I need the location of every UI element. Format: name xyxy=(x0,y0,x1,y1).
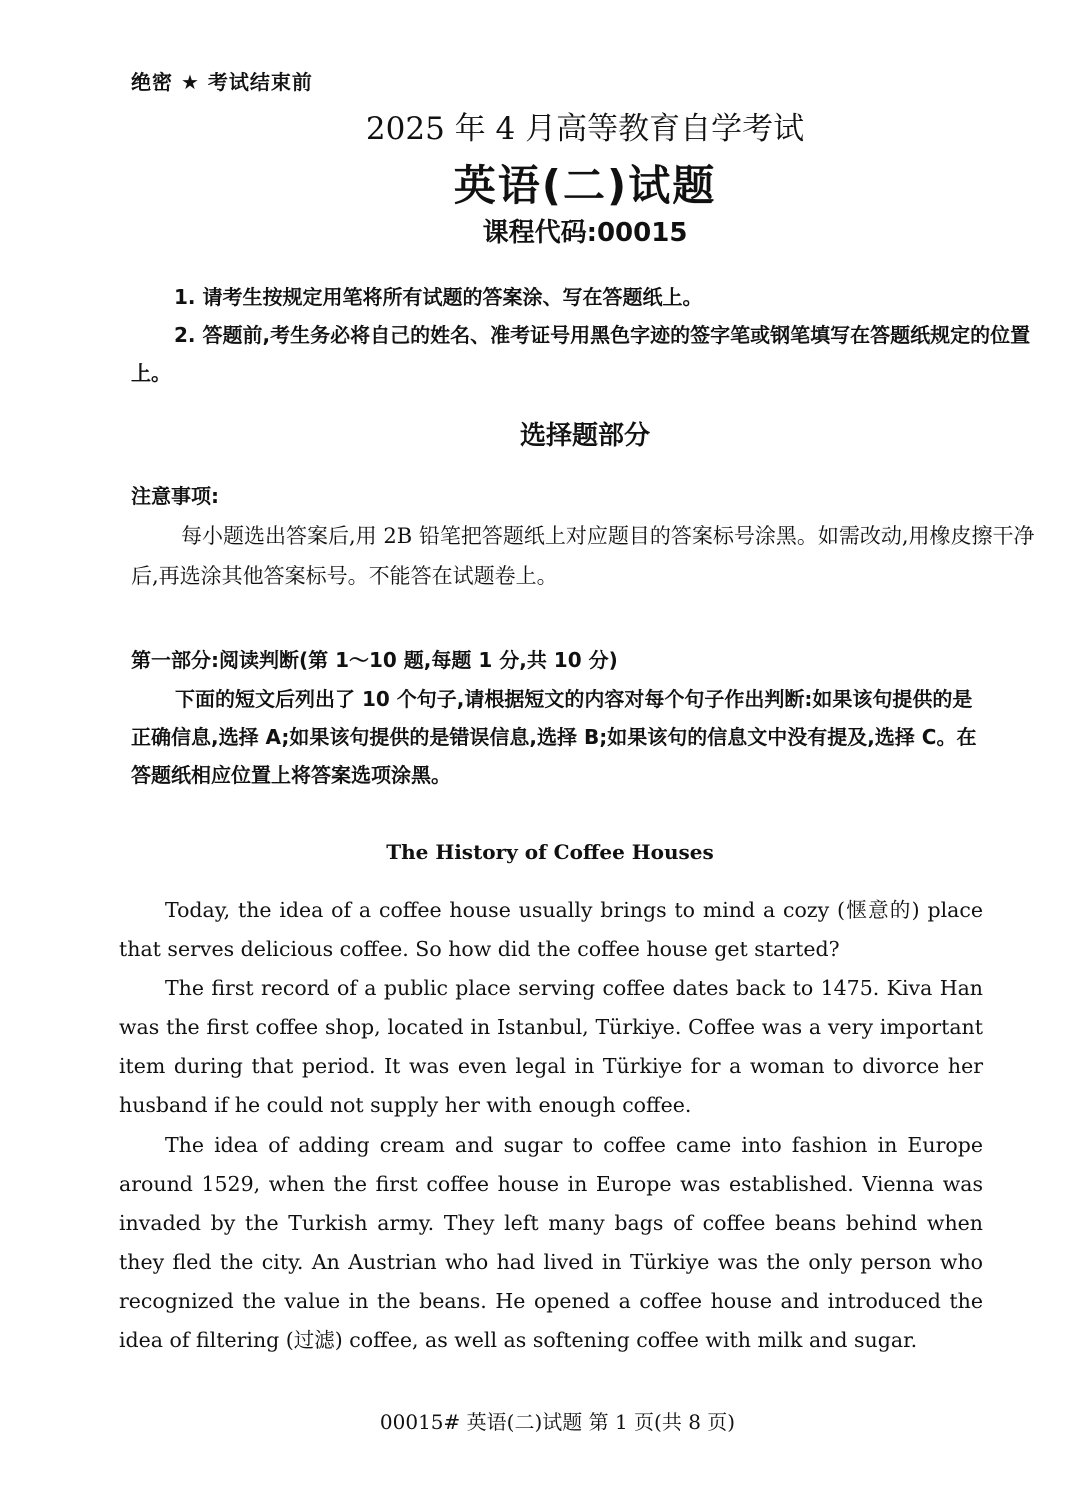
note-body: 每小题选出答案后,用 2B 铅笔把答题纸上对应题目的答案标号涂黑。如需改动,用橡皮擦干净后,再选涂其他答案标号。不能答在试题卷上。 xyxy=(131,524,1035,588)
subject-title: 英语(二)试题 xyxy=(453,161,717,210)
passage-title: The History of Coffee Houses xyxy=(386,840,714,864)
part1-directions: 下面的短文后列出了 10 个句子,请根据短文的内容对每个句子作出判断:如果该句提供的是正确信息,选择 A;如果该句提供的是错误信息,选择 B;如果该句的信息文中没有提及,选择 C。在答题纸相应位置上将答案选项涂黑。 xyxy=(131,687,977,787)
passage-body xyxy=(119,891,983,1360)
confidential-mark: 绝密 ★ 考试结束前 xyxy=(131,70,313,94)
page-footer: 00015# 英语(二)试题 第 1 页(共 8 页) xyxy=(379,1410,736,1434)
part1-heading: 第一部分:阅读判断(第 1～10 题,每题 1 分,共 10 分) xyxy=(131,648,618,672)
passage-paragraph: The first record of a public place serving coffee dates back to 1475. Kiva Han was the first coffee shop, located in Istanbul, Türkiye. Coffee was a very important item during that period. It was even legal in Türkiye for a woman to divorce her husband if he could not supply her with enough coffee. xyxy=(119,976,983,1118)
passage-paragraph: The idea of adding cream and sugar to coffee came into fashion in Europe around 1529, when the first coffee house in Europe was established. Vienna was invaded by the Turkish army. They left many bags of coffee beans behind when they fled the city. An Austrian who had lived in Türkiye was the only person who recognized the value in the beans. He opened a coffee house and introduced the idea of filtering (过滤) coffee, as well as softening coffee with milk and sugar. xyxy=(119,1132,983,1353)
instruction-2: 2. 答题前,考生务必将自己的姓名、准考证号用黑色字迹的签字笔或钢笔填写在答题纸规定的位置上。 xyxy=(131,323,1031,385)
course-code: 课程代码:00015 xyxy=(482,218,688,248)
passage-paragraph: Today, the idea of a coffee house usually brings to mind a cozy (惬意的) place that serves delicious coffee. So how did the coffee house get started? xyxy=(119,898,983,962)
note-heading: 注意事项: xyxy=(131,484,219,508)
instruction-1: 1. 请考生按规定用笔将所有试题的答案涂、写在答题纸上。 xyxy=(174,285,703,309)
exam-title: 2025 年 4 月高等教育自学考试 xyxy=(365,111,805,147)
section-title: 选择题部分 xyxy=(519,421,650,451)
